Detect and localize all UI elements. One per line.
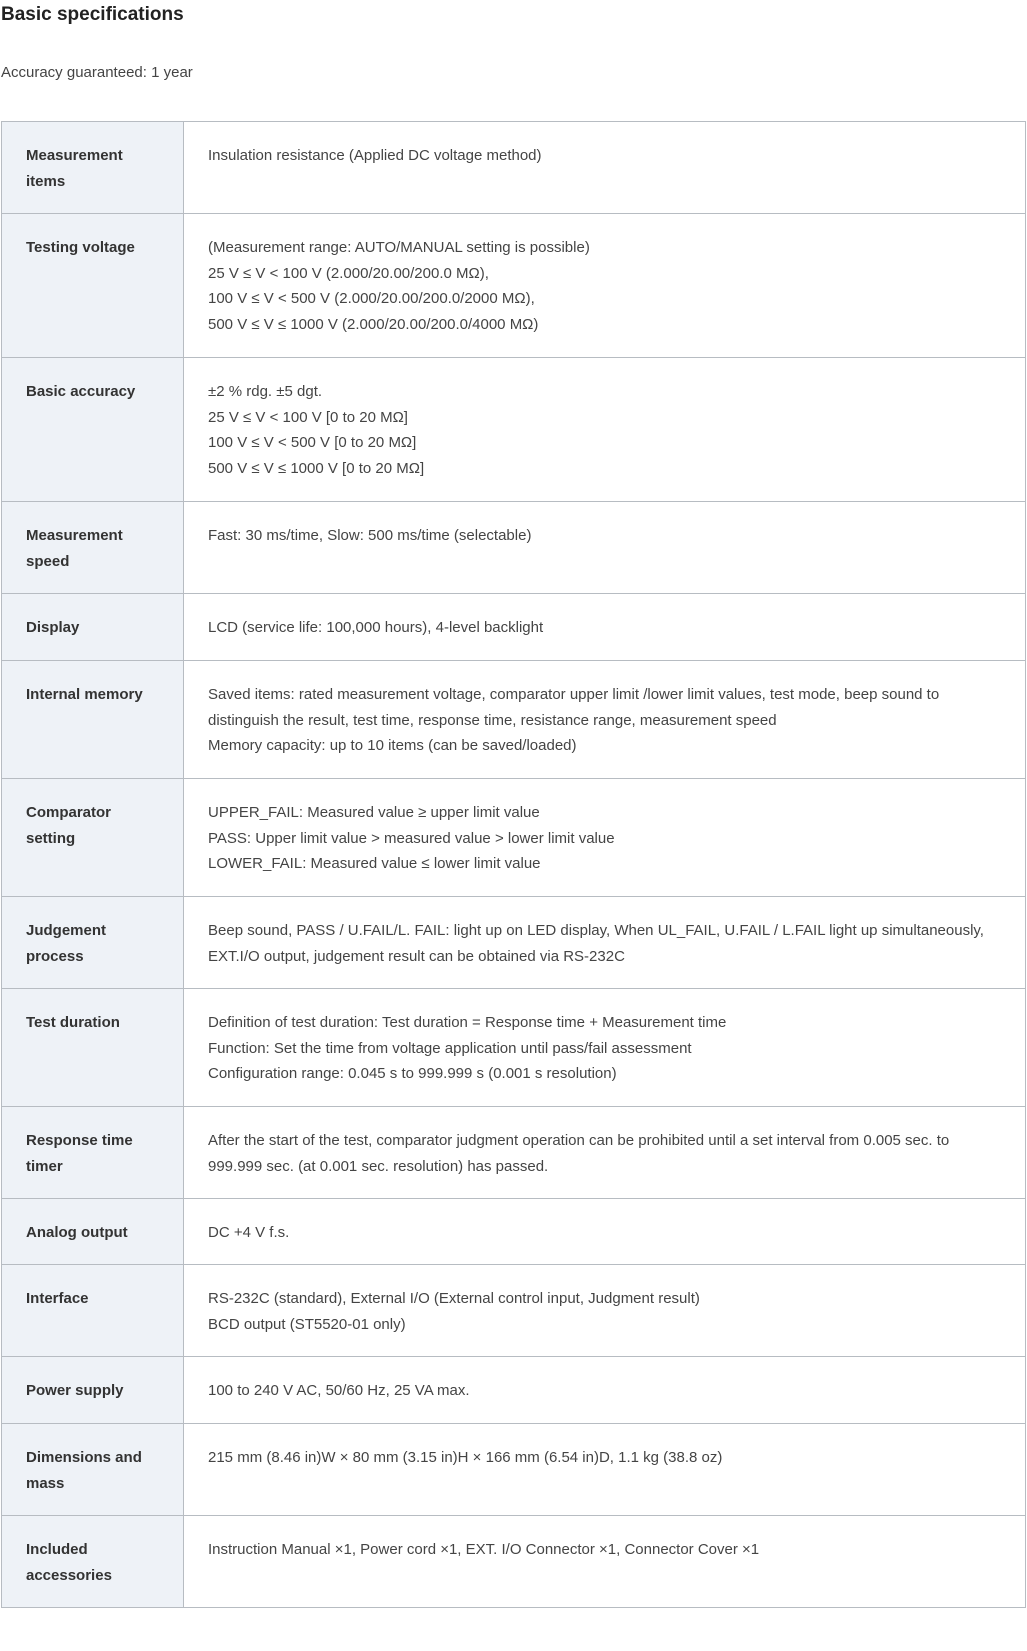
- table-row: [2, 661, 1026, 779]
- table-row: [2, 502, 1026, 594]
- table-row: [2, 122, 1026, 214]
- value-line: 25 V ≤ V < 100 V [0 to 20 MΩ]: [208, 408, 408, 426]
- table-row: [2, 1265, 1026, 1357]
- table-row: [2, 214, 1026, 358]
- row-label: Internal memory: [2, 661, 184, 779]
- row-label: Dimensions and mass: [2, 1424, 184, 1516]
- value-line: ±2 % rdg. ±5 dgt.: [208, 383, 323, 400]
- value-line: LOWER_FAIL: Measured value ≤ lower limit value: [208, 855, 541, 872]
- row-label: Interface: [2, 1265, 184, 1357]
- row-value: [184, 1265, 1026, 1357]
- value-line: 100 V ≤ V < 500 V [0 to 20 MΩ]: [208, 434, 417, 451]
- row-label: Test duration: [2, 989, 184, 1107]
- table-row: [2, 1424, 1026, 1516]
- row-value: [184, 358, 1026, 502]
- row-value: [184, 989, 1026, 1107]
- value-line: Definition of test duration: Test duration = Response time + Measurement time: [208, 1014, 727, 1031]
- value-line: 25 V ≤ V < 100 V (2.000/20.00/200.0 MΩ),: [208, 264, 489, 282]
- row-label: Display: [2, 594, 184, 661]
- table-row: [2, 1199, 1026, 1265]
- row-value: [184, 779, 1026, 897]
- value-line: Beep sound, PASS / U.FAIL/L. FAIL: light up on LED display, When UL_FAIL, U.FAIL / L.FAIL light up simultaneously, EXT.I/O output, judgement result can be obtained via RS-232C: [208, 922, 984, 965]
- row-value: [184, 594, 1026, 661]
- table-row: [2, 779, 1026, 897]
- value-line: Fast: 30 ms/time, Slow: 500 ms/time (selectable): [208, 527, 532, 544]
- table-row: [2, 1107, 1026, 1199]
- row-label: Comparator setting: [2, 779, 184, 897]
- table-row: [2, 1357, 1026, 1424]
- row-label: Judgement process: [2, 897, 184, 989]
- row-value: [184, 1199, 1026, 1265]
- row-value: [184, 502, 1026, 594]
- value-line: 100 to 240 V AC, 50/60 Hz, 25 VA max.: [208, 1382, 470, 1399]
- table-row: [2, 358, 1026, 502]
- value-line: DC +4 V f.s.: [208, 1224, 290, 1241]
- value-line: Function: Set the time from voltage application until pass/fail assessment: [208, 1039, 692, 1057]
- row-value: [184, 1516, 1026, 1608]
- value-line: Memory capacity: up to 10 items (can be saved/loaded): [208, 737, 577, 754]
- table-row: [2, 594, 1026, 661]
- row-value: [184, 661, 1026, 779]
- value-line: 500 V ≤ V ≤ 1000 V (2.000/20.00/200.0/4000 MΩ): [208, 315, 539, 333]
- spec-table: [1, 121, 1026, 1608]
- value-line: BCD output (ST5520-01 only): [208, 1315, 406, 1333]
- row-label: Power supply: [2, 1357, 184, 1424]
- table-row: [2, 989, 1026, 1107]
- value-line: PASS: Upper limit value > measured value > lower limit value: [208, 829, 615, 847]
- accuracy-note: Accuracy guaranteed: 1 year: [1, 64, 193, 81]
- table-row: [2, 1516, 1026, 1608]
- value-line: Saved items: rated measurement voltage, comparator upper limit /lower limit values, test mode, beep sound to distinguish the result, test time, response time, resistance range, measurement speed: [208, 686, 940, 729]
- value-line: Instruction Manual ×1, Power cord ×1, EXT. I/O Connector ×1, Connector Cover ×1: [208, 1541, 760, 1558]
- value-line: 215 mm (8.46 in)W × 80 mm (3.15 in)H × 166 mm (6.54 in)D, 1.1 kg (38.8 oz): [208, 1449, 723, 1466]
- value-line: RS-232C (standard), External I/O (External control input, Judgment result): [208, 1290, 700, 1307]
- value-line: After the start of the test, comparator judgment operation can be prohibited until a set interval from 0.005 sec. to 999.999 sec. (at 0.001 sec. resolution) has passed.: [208, 1132, 950, 1175]
- value-line: 500 V ≤ V ≤ 1000 V [0 to 20 MΩ]: [208, 459, 425, 477]
- row-label: Measurement speed: [2, 502, 184, 594]
- row-label: Included accessories: [2, 1516, 184, 1608]
- row-label: Measurement items: [2, 122, 184, 214]
- table-row: [2, 897, 1026, 989]
- value-line: LCD (service life: 100,000 hours), 4-level backlight: [208, 619, 544, 636]
- row-value: [184, 1357, 1026, 1424]
- row-value: [184, 122, 1026, 214]
- value-line: (Measurement range: AUTO/MANUAL setting is possible): [208, 239, 590, 256]
- row-value: [184, 214, 1026, 358]
- value-line: Insulation resistance (Applied DC voltage method): [208, 147, 542, 164]
- value-line: UPPER_FAIL: Measured value ≥ upper limit value: [208, 804, 540, 821]
- row-label: Response time timer: [2, 1107, 184, 1199]
- value-line: Configuration range: 0.045 s to 999.999 s (0.001 s resolution): [208, 1065, 617, 1082]
- page-title: Basic specifications: [1, 4, 184, 25]
- row-value: [184, 1424, 1026, 1516]
- value-line: 100 V ≤ V < 500 V (2.000/20.00/200.0/2000 MΩ),: [208, 290, 535, 307]
- row-label: Basic accuracy: [2, 358, 184, 502]
- row-value: [184, 897, 1026, 989]
- row-value: [184, 1107, 1026, 1199]
- row-label: Testing voltage: [2, 214, 184, 358]
- row-label: Analog output: [2, 1199, 184, 1265]
